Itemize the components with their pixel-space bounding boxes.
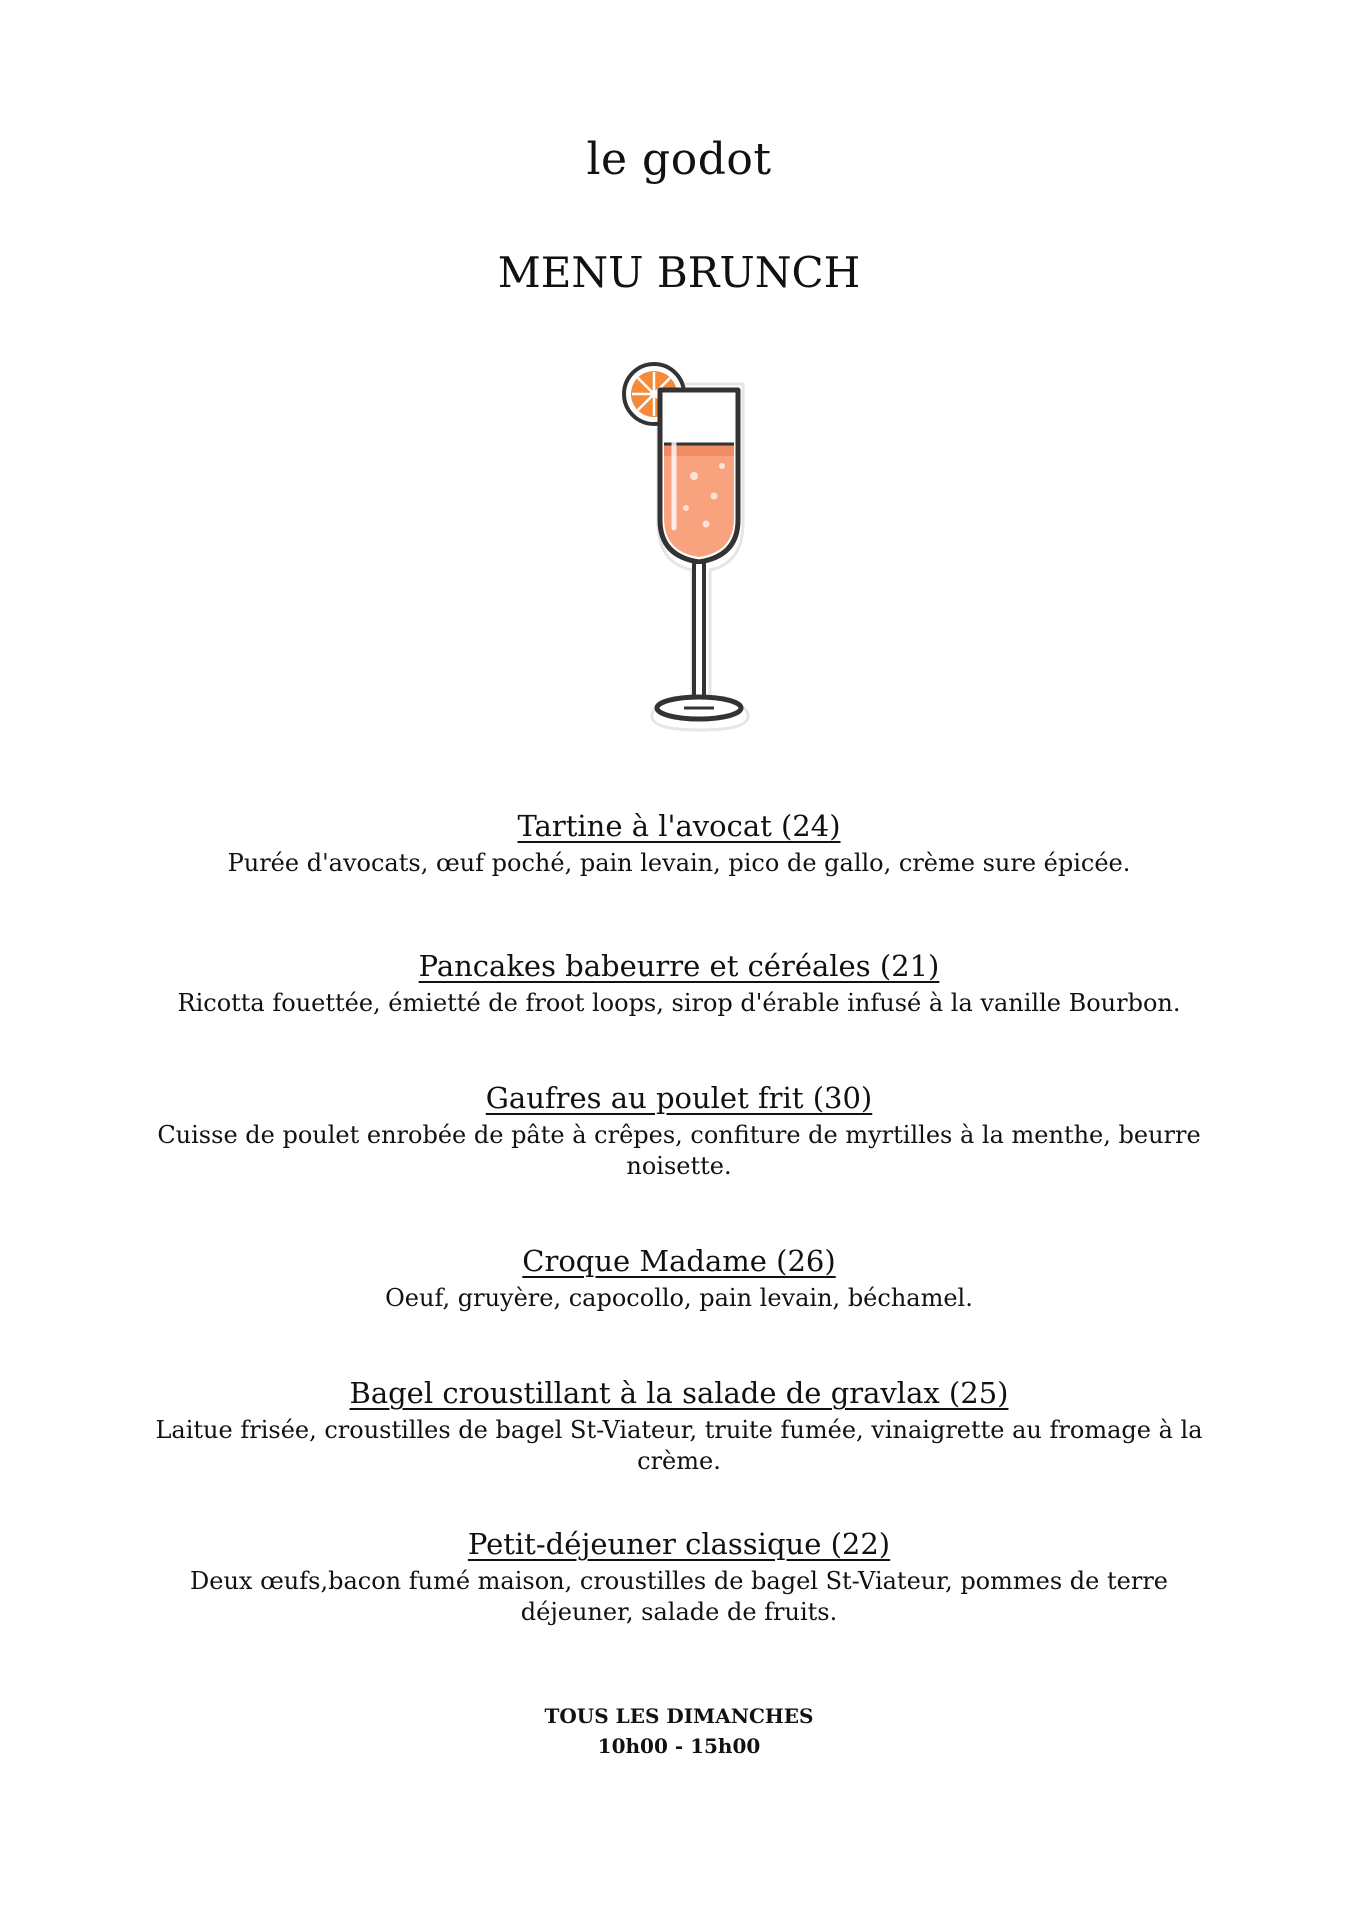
champagne-glass-icon bbox=[618, 358, 758, 738]
menu-item bbox=[150, 1375, 1208, 1477]
menu-item-description: Oeuf, gruyère, capocollo, pain levain, béchamel. bbox=[385, 1284, 973, 1312]
restaurant-name: le godot bbox=[586, 134, 772, 185]
menu-item-title: Pancakes babeurre et céréales (21) bbox=[418, 949, 940, 983]
menu-item-title: Bagel croustillant à la salade de gravlax (25) bbox=[349, 1376, 1009, 1410]
menu-item-title: Tartine à l'avocat (24) bbox=[517, 809, 841, 843]
menu-item bbox=[150, 808, 1208, 879]
menu-item-description: Laitue frisée, croustilles de bagel St-Viateur, truite fumée, vinaigrette au fromage à la crème. bbox=[155, 1416, 1203, 1475]
menu-item bbox=[150, 1080, 1208, 1182]
schedule-hours: 10h00 - 15h00 bbox=[597, 1734, 761, 1758]
menu-item-description: Ricotta fouettée, émietté de froot loops, sirop d'érable infusé à la vanille Bourbon. bbox=[177, 989, 1181, 1017]
menu-item bbox=[150, 1526, 1208, 1628]
schedule-days: TOUS LES DIMANCHES bbox=[544, 1704, 814, 1728]
menu-item-title: Petit-déjeuner classique (22) bbox=[467, 1527, 891, 1561]
menu-item-title: Gaufres au poulet frit (30) bbox=[485, 1081, 873, 1115]
menu-item-description: Deux œufs,bacon fumé maison, croustilles de bagel St-Viateur, pommes de terre déjeuner, salade de fruits. bbox=[190, 1567, 1168, 1626]
menu-title: MENU BRUNCH bbox=[497, 248, 861, 297]
menu-item-description: Cuisse de poulet enrobée de pâte à crêpes, confiture de myrtilles à la menthe, beurre noisette. bbox=[157, 1121, 1201, 1180]
menu-item-title: Croque Madame (26) bbox=[522, 1244, 836, 1278]
schedule bbox=[0, 1701, 1358, 1761]
menu-item bbox=[150, 1243, 1208, 1314]
menu-item-description: Purée d'avocats, œuf poché, pain levain, pico de gallo, crème sure épicée. bbox=[227, 849, 1131, 877]
menu-item bbox=[150, 948, 1208, 1019]
